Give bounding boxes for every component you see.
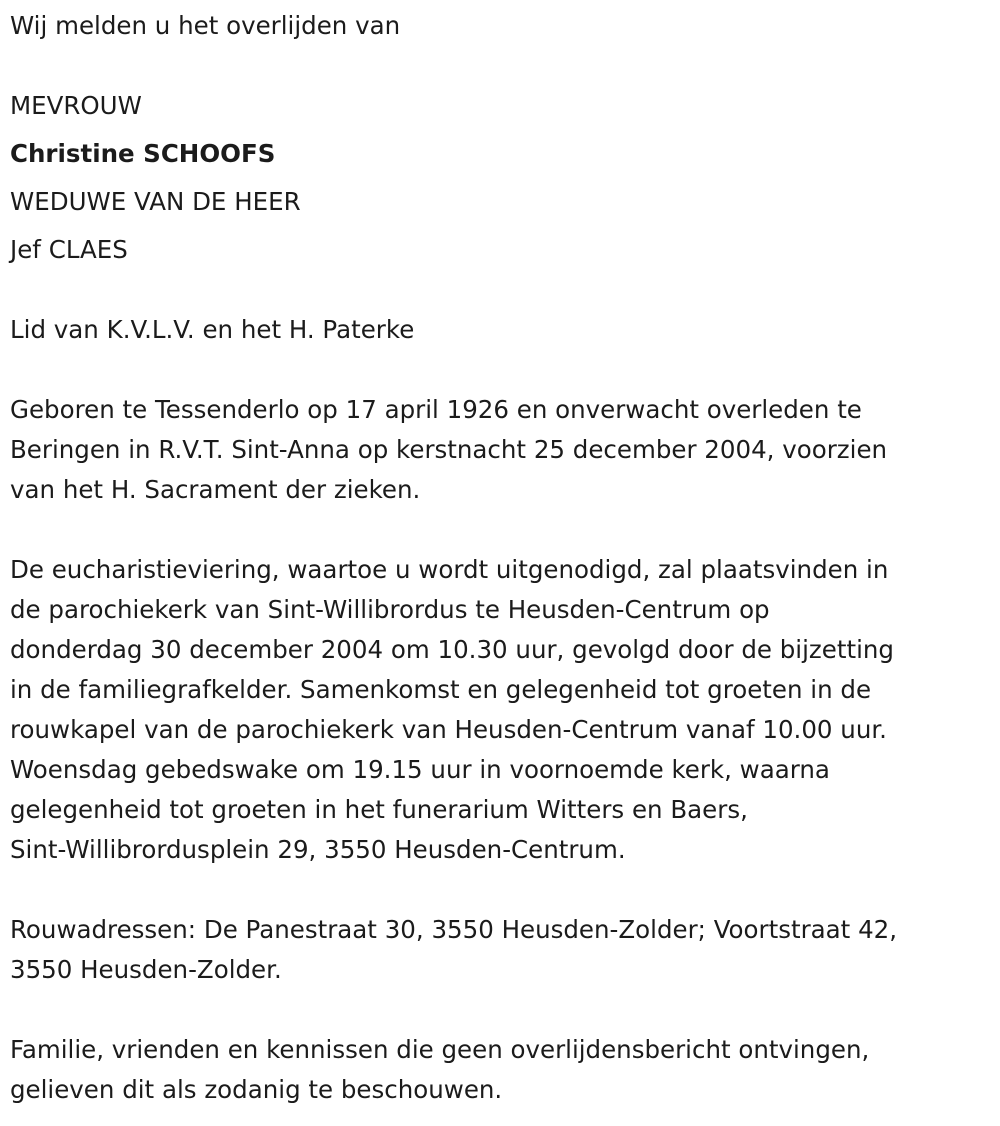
widow-of-label: WEDUWE VAN DE HEER <box>10 187 301 216</box>
birth-death-paragraph: Geboren te Tessenderlo op 17 april 1926 en onverwacht overleden te Beringen in R.V.T. Sint-Anna op kerstnacht 25 december 2004, voorzien van het H. Sacrament der zieken. <box>10 395 888 504</box>
intro-line: Wij melden u het overlijden van <box>10 11 401 40</box>
membership-line: Lid van K.V.L.V. en het H. Paterke <box>10 315 415 344</box>
family-note-paragraph: Familie, vrienden en kennissen die geen overlijdensbericht ontvingen, gelieven dit als zodanig te beschouwen. <box>10 1035 870 1104</box>
deceased-name: Christine SCHOOFS <box>10 139 276 168</box>
husband-name: Jef CLAES <box>10 235 128 264</box>
honorific-title: MEVROUW <box>10 91 142 120</box>
service-paragraph: De eucharistieviering, waartoe u wordt uitgenodigd, zal plaatsvinden in de parochiekerk van Sint-Willibrordus te Heusden-Centrum op donderdag 30 december 2004 om 10.30 uur, gevolgd door de bijzetting in de familiegrafkelder. Samenkomst en gelegenheid tot groeten in de rouwkapel van de parochiekerk van Heusden-Centrum vanaf 10.00 uur. Woensdag gebedswake om 19.15 uur in voornoemde kerk, waarna gelegenheid tot groeten in het funerarium Witters en Baers, Sint-Willibrordusplein 29, 3550 Heusden-Centrum. <box>10 555 894 864</box>
addresses-paragraph: Rouwadressen: De Panestraat 30, 3550 Heusden-Zolder; Voortstraat 42, 3550 Heusden-Zolder. <box>10 915 898 984</box>
